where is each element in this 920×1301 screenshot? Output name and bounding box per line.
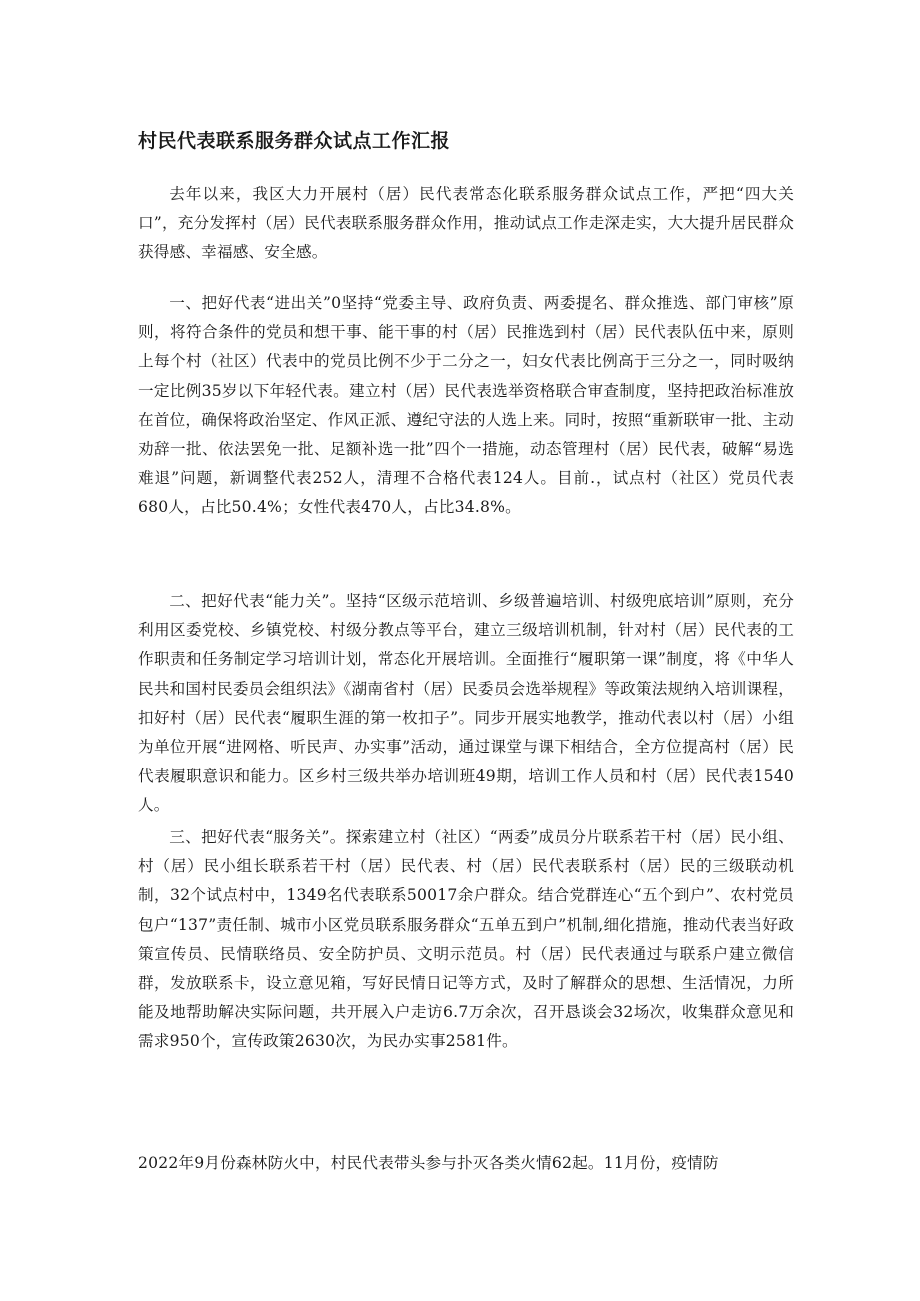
paragraph-section-1: 一、把好代表“进出关”0坚持“党委主导、政府负责、两委提名、群众推选、部门审核”原则，将符合条件的党员和想干事、能干事的村（居）民推选到村（居）民代表队伍中来，原则上每个村（社区）代表中的党员比例不少于二分之一，妇女代表比例高于三分之一，同时吸纳一定比例35岁以下年轻代表。建立村（居）民代表选举资格联合审查制度，坚持把政治标准放在首位，确保将政治坚定、作风正派、遵纪守法的人选上来。同时，按照“重新联审一批、主动劝辞一批、依法罢免一批、足额补选一批”四个一措施，动态管理村（居）民代表，破解“易选难退”问题，新调整代表252人，清理不合格代表124人。目前.，试点村（社区）党员代表680人，占比50.4%；女性代表470人，占比34.8%。 bbox=[138, 294, 794, 517]
document-title: 村民代表联系服务群众试点工作汇报 bbox=[138, 130, 451, 152]
paragraph-section-3: 三、把好代表“服务关”。探索建立村（社区）“两委”成员分片联系若干村（居）民小组、村（居）民小组长联系若干村（居）民代表、村（居）民代表联系村（居）民的三级联动机制，32个试点村中，1349名代表联系50017余户群众。结合党群连心“五个到户”、农村党员包户“137”责任制、城市小区党员联系服务群众“五单五到户”机制,细化措施，推动代表当好政策宣传员、民情联络员、安全防护员、文明示范员。村（居）民代表通过与联系户建立微信群，发放联系卡，设立意见箱，写好民情日记等方式，及时了解群众的思想、生活情况，力所能及地帮助解决实际问题，共开展入户走访6.7万余次，召开恳谈会32场次，收集群众意见和需求950个，宣传政策2630次，为民办实事2581件。 bbox=[138, 828, 794, 1051]
paragraph-continuation: 2022年9月份森林防火中，村民代表带头参与扑灭各类火情62起。11月份，疫情防 bbox=[138, 1154, 719, 1172]
paragraph-section-2: 二、把好代表“能力关”。坚持“区级示范培训、乡级普遍培训、村级兜底培训”原则，充分利用区委党校、乡镇党校、村级分教点等平台，建立三级培训机制，针对村（居）民代表的工作职责和任务制定学习培训计划，常态化开展培训。全面推行“履职第一课”制度，将《中华人民共和国村民委员会组织法》《湖南省村（居）民委员会选举规程》等政策法规纳入培训课程，扣好村（居）民代表“履职生涯的第一枚扣子”。同步开展实地教学，推动代表以村（居）小组为单位开展“进网格、听民声、办实事”活动，通过课堂与课下相结合，全方位提高村（居）民代表履职意识和能力。区乡村三级共举办培训班49期，培训工作人员和村（居）民代表1540人。 bbox=[138, 592, 794, 815]
paragraph-intro: 去年以来，我区大力开展村（居）民代表常态化联系服务群众试点工作，严把“四大关口”，充分发挥村（居）民代表联系服务群众作用，推动试点工作走深走实，大大提升居民群众获得感、幸福感、安全感。 bbox=[138, 185, 794, 262]
